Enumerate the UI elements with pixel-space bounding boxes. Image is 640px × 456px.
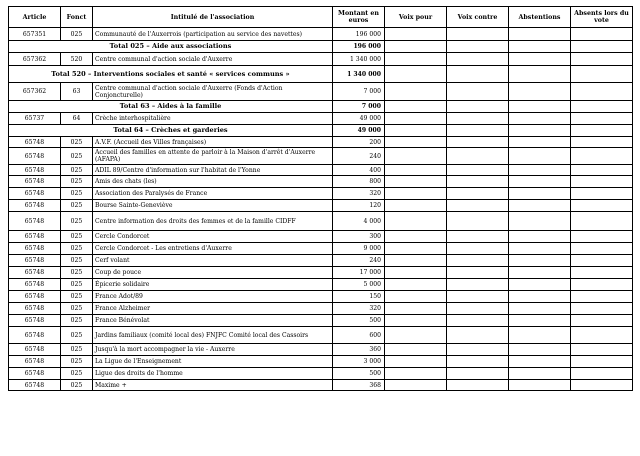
article-cell: 657351: [9, 28, 61, 41]
abstentions-cell: [509, 315, 571, 327]
abstentions-cell: [509, 327, 571, 344]
amount-cell: 200: [333, 137, 385, 148]
absents-cell: [571, 53, 633, 66]
absents-cell: [571, 344, 633, 356]
label-cell: Maxime +: [93, 380, 333, 391]
article-cell: 65748: [9, 291, 61, 303]
voix-pour-cell: [385, 279, 447, 291]
fonct-cell: 025: [61, 148, 93, 165]
fonct-cell: 025: [61, 380, 93, 391]
voix-pour-cell: [385, 113, 447, 125]
voix-contre-cell: [447, 83, 509, 101]
total-amount: 49 000: [333, 125, 385, 137]
voix-contre-cell: [447, 291, 509, 303]
fonct-cell: 025: [61, 212, 93, 231]
fonct-cell: 025: [61, 267, 93, 279]
amount-cell: 500: [333, 368, 385, 380]
voix-contre-cell: [447, 380, 509, 391]
article-cell: 65748: [9, 165, 61, 176]
abstentions-cell: [509, 200, 571, 212]
amount-cell: 240: [333, 255, 385, 267]
absents-cell: [571, 368, 633, 380]
table-row: [9, 344, 633, 356]
fonct-cell: 025: [61, 279, 93, 291]
voix-contre-cell: [447, 200, 509, 212]
abstentions-cell: [509, 137, 571, 148]
fonct-cell: 025: [61, 165, 93, 176]
table-row: [9, 291, 633, 303]
voix-contre-cell: [447, 231, 509, 243]
table-row: [9, 315, 633, 327]
total-amount: 196 000: [333, 41, 385, 53]
article-cell: 65748: [9, 303, 61, 315]
voix-pour-cell: [385, 327, 447, 344]
label-cell: Cerf volant: [93, 255, 333, 267]
table-row: [9, 176, 633, 188]
header-article: Article: [9, 7, 61, 28]
absents-cell: [571, 66, 633, 83]
voix-contre-cell: [447, 356, 509, 368]
label-cell: Centre information des droits des femmes et de la famille CIDFF: [93, 212, 333, 231]
label-cell: Jusqu'à la mort accompagner la vie - Auxerre: [93, 344, 333, 356]
table-row: [9, 188, 633, 200]
subsidy-table-container: [8, 6, 633, 391]
absents-cell: [571, 113, 633, 125]
voix-contre-cell: [447, 53, 509, 66]
article-cell: 65748: [9, 212, 61, 231]
total-label: Total 64 – Crèches et garderies: [9, 125, 333, 137]
fonct-cell: 025: [61, 327, 93, 344]
abstentions-cell: [509, 368, 571, 380]
abstentions-cell: [509, 255, 571, 267]
voix-contre-cell: [447, 344, 509, 356]
voix-pour-cell: [385, 291, 447, 303]
absents-cell: [571, 200, 633, 212]
voix-contre-cell: [447, 113, 509, 125]
voix-pour-cell: [385, 356, 447, 368]
abstentions-cell: [509, 291, 571, 303]
absents-cell: [571, 41, 633, 53]
label-cell: Amis des chats (les): [93, 176, 333, 188]
amount-cell: 150: [333, 291, 385, 303]
label-cell: A.V.F. (Accueil des Villes françaises): [93, 137, 333, 148]
amount-cell: 800: [333, 176, 385, 188]
voix-contre-cell: [447, 165, 509, 176]
voix-contre-cell: [447, 176, 509, 188]
abstentions-cell: [509, 148, 571, 165]
abstentions-cell: [509, 356, 571, 368]
label-cell: Communauté de l'Auxerrois (participation au service des navettes): [93, 28, 333, 41]
fonct-cell: 025: [61, 344, 93, 356]
abstentions-cell: [509, 28, 571, 41]
voix-pour-cell: [385, 125, 447, 137]
amount-cell: 5 000: [333, 279, 385, 291]
voix-contre-cell: [447, 315, 509, 327]
voix-contre-cell: [447, 279, 509, 291]
voix-contre-cell: [447, 66, 509, 83]
fonct-cell: 025: [61, 315, 93, 327]
amount-cell: 7 000: [333, 83, 385, 101]
abstentions-cell: [509, 231, 571, 243]
header-abstentions: Abstentions: [509, 7, 571, 28]
voix-pour-cell: [385, 148, 447, 165]
voix-contre-cell: [447, 267, 509, 279]
absents-cell: [571, 101, 633, 113]
article-cell: 65748: [9, 267, 61, 279]
label-cell: La Ligue de l'Enseignement: [93, 356, 333, 368]
label-cell: France Alzheimer: [93, 303, 333, 315]
voix-pour-cell: [385, 188, 447, 200]
table-row: [9, 113, 633, 125]
absents-cell: [571, 380, 633, 391]
table-row: [9, 380, 633, 391]
article-cell: 65748: [9, 137, 61, 148]
absents-cell: [571, 356, 633, 368]
absents-cell: [571, 176, 633, 188]
fonct-cell: 64: [61, 113, 93, 125]
abstentions-cell: [509, 165, 571, 176]
article-cell: 65748: [9, 380, 61, 391]
subsidy-table: [8, 6, 633, 391]
voix-contre-cell: [447, 243, 509, 255]
absents-cell: [571, 83, 633, 101]
table-row: [9, 165, 633, 176]
article-cell: 65748: [9, 327, 61, 344]
voix-pour-cell: [385, 200, 447, 212]
abstentions-cell: [509, 279, 571, 291]
fonct-cell: 63: [61, 83, 93, 101]
voix-pour-cell: [385, 243, 447, 255]
label-cell: Association des Paralysés de France: [93, 188, 333, 200]
amount-cell: 320: [333, 303, 385, 315]
total-amount: 7 000: [333, 101, 385, 113]
article-cell: 657362: [9, 53, 61, 66]
absents-cell: [571, 291, 633, 303]
article-cell: 65748: [9, 255, 61, 267]
table-row: [9, 212, 633, 231]
absents-cell: [571, 279, 633, 291]
total-row: [9, 101, 633, 113]
article-cell: 65748: [9, 231, 61, 243]
table-row: [9, 137, 633, 148]
absents-cell: [571, 165, 633, 176]
label-cell: Bourse Sainte-Geneviève: [93, 200, 333, 212]
abstentions-cell: [509, 83, 571, 101]
voix-contre-cell: [447, 303, 509, 315]
total-row: [9, 66, 633, 83]
voix-contre-cell: [447, 368, 509, 380]
label-cell: Coup de pouce: [93, 267, 333, 279]
label-cell: Épicerie solidaire: [93, 279, 333, 291]
table-row: [9, 327, 633, 344]
voix-contre-cell: [447, 125, 509, 137]
abstentions-cell: [509, 243, 571, 255]
voix-pour-cell: [385, 212, 447, 231]
header-voix-pour: Voix pour: [385, 7, 447, 28]
label-cell: Cercle Condorcet: [93, 231, 333, 243]
fonct-cell: 025: [61, 28, 93, 41]
amount-cell: 196 000: [333, 28, 385, 41]
abstentions-cell: [509, 303, 571, 315]
absents-cell: [571, 137, 633, 148]
amount-cell: 360: [333, 344, 385, 356]
table-body: [9, 28, 633, 391]
voix-pour-cell: [385, 53, 447, 66]
header-fonct: Fonct: [61, 7, 93, 28]
header-montant: Montant en euros: [333, 7, 385, 28]
amount-cell: 320: [333, 188, 385, 200]
label-cell: France Adot/89: [93, 291, 333, 303]
amount-cell: 17 000: [333, 267, 385, 279]
voix-pour-cell: [385, 83, 447, 101]
amount-cell: 240: [333, 148, 385, 165]
article-cell: 65737: [9, 113, 61, 125]
article-cell: 65748: [9, 344, 61, 356]
voix-contre-cell: [447, 188, 509, 200]
article-cell: 65748: [9, 279, 61, 291]
amount-cell: 300: [333, 231, 385, 243]
fonct-cell: 025: [61, 137, 93, 148]
fonct-cell: 025: [61, 200, 93, 212]
voix-pour-cell: [385, 315, 447, 327]
table-row: [9, 28, 633, 41]
amount-cell: 9 000: [333, 243, 385, 255]
label-cell: Jardins familiaux (comité local des) FNJFC Comité local des Cassoirs: [93, 327, 333, 344]
table-row: [9, 200, 633, 212]
fonct-cell: 025: [61, 368, 93, 380]
fonct-cell: 025: [61, 231, 93, 243]
voix-pour-cell: [385, 255, 447, 267]
voix-contre-cell: [447, 28, 509, 41]
voix-contre-cell: [447, 212, 509, 231]
voix-pour-cell: [385, 303, 447, 315]
abstentions-cell: [509, 113, 571, 125]
absents-cell: [571, 125, 633, 137]
voix-contre-cell: [447, 148, 509, 165]
total-label: Total 025 – Aide aux associations: [9, 41, 333, 53]
voix-pour-cell: [385, 28, 447, 41]
abstentions-cell: [509, 53, 571, 66]
voix-contre-cell: [447, 327, 509, 344]
absents-cell: [571, 243, 633, 255]
total-amount: 1 340 000: [333, 66, 385, 83]
article-cell: 65748: [9, 315, 61, 327]
voix-contre-cell: [447, 137, 509, 148]
article-cell: 65748: [9, 200, 61, 212]
abstentions-cell: [509, 101, 571, 113]
table-row: [9, 267, 633, 279]
amount-cell: 120: [333, 200, 385, 212]
fonct-cell: 025: [61, 356, 93, 368]
table-row: [9, 279, 633, 291]
absents-cell: [571, 327, 633, 344]
total-row: [9, 41, 633, 53]
absents-cell: [571, 255, 633, 267]
label-cell: ADIL 89/Centre d'information sur l'habitat de l'Yonne: [93, 165, 333, 176]
absents-cell: [571, 148, 633, 165]
abstentions-cell: [509, 212, 571, 231]
absents-cell: [571, 315, 633, 327]
label-cell: France Bénévolat: [93, 315, 333, 327]
amount-cell: 4 000: [333, 212, 385, 231]
abstentions-cell: [509, 66, 571, 83]
fonct-cell: 025: [61, 188, 93, 200]
fonct-cell: 025: [61, 255, 93, 267]
voix-pour-cell: [385, 267, 447, 279]
fonct-cell: 025: [61, 243, 93, 255]
voix-pour-cell: [385, 137, 447, 148]
abstentions-cell: [509, 188, 571, 200]
article-cell: 65748: [9, 243, 61, 255]
fonct-cell: 025: [61, 291, 93, 303]
voix-contre-cell: [447, 101, 509, 113]
voix-pour-cell: [385, 368, 447, 380]
table-row: [9, 368, 633, 380]
table-row: [9, 83, 633, 101]
abstentions-cell: [509, 267, 571, 279]
fonct-cell: 025: [61, 303, 93, 315]
amount-cell: 368: [333, 380, 385, 391]
total-label: Total 63 – Aides à la famille: [9, 101, 333, 113]
label-cell: Centre communal d'action sociale d'Auxerre: [93, 53, 333, 66]
header-absents: Absents lors du vote: [571, 7, 633, 28]
article-cell: 65748: [9, 368, 61, 380]
voix-pour-cell: [385, 165, 447, 176]
voix-contre-cell: [447, 41, 509, 53]
header-row: [9, 7, 633, 28]
label-cell: Cercle Condorcet - Les entretiens d'Auxerre: [93, 243, 333, 255]
absents-cell: [571, 303, 633, 315]
table-row: [9, 356, 633, 368]
article-cell: 657362: [9, 83, 61, 101]
header-intitule: Intitulé de l'association: [93, 7, 333, 28]
absents-cell: [571, 212, 633, 231]
abstentions-cell: [509, 380, 571, 391]
absents-cell: [571, 231, 633, 243]
amount-cell: 1 340 000: [333, 53, 385, 66]
header-voix-contre: Voix contre: [447, 7, 509, 28]
voix-pour-cell: [385, 380, 447, 391]
article-cell: 65748: [9, 188, 61, 200]
voix-pour-cell: [385, 344, 447, 356]
abstentions-cell: [509, 125, 571, 137]
table-row: [9, 303, 633, 315]
voix-pour-cell: [385, 231, 447, 243]
amount-cell: 3 000: [333, 356, 385, 368]
fonct-cell: 025: [61, 176, 93, 188]
table-row: [9, 148, 633, 165]
article-cell: 65748: [9, 356, 61, 368]
table-row: [9, 53, 633, 66]
voix-pour-cell: [385, 176, 447, 188]
absents-cell: [571, 188, 633, 200]
abstentions-cell: [509, 176, 571, 188]
absents-cell: [571, 267, 633, 279]
voix-pour-cell: [385, 41, 447, 53]
label-cell: Accueil des familles en attente de parloir à la Maison d'arrêt d'Auxerre (AFAPA): [93, 148, 333, 165]
total-row: [9, 125, 633, 137]
voix-pour-cell: [385, 101, 447, 113]
table-row: [9, 243, 633, 255]
fonct-cell: 520: [61, 53, 93, 66]
amount-cell: 600: [333, 327, 385, 344]
absents-cell: [571, 28, 633, 41]
label-cell: Crèche interhospitalière: [93, 113, 333, 125]
amount-cell: 49 000: [333, 113, 385, 125]
abstentions-cell: [509, 344, 571, 356]
voix-pour-cell: [385, 66, 447, 83]
article-cell: 65748: [9, 176, 61, 188]
label-cell: Ligue des droits de l'homme: [93, 368, 333, 380]
label-cell: Centre communal d'action sociale d'Auxerre (Fonds d'Action Conjoncturelle): [93, 83, 333, 101]
voix-contre-cell: [447, 255, 509, 267]
article-cell: 65748: [9, 148, 61, 165]
table-row: [9, 255, 633, 267]
amount-cell: 500: [333, 315, 385, 327]
total-label: Total 520 – Interventions sociales et santé « services communs »: [9, 66, 333, 83]
table-row: [9, 231, 633, 243]
amount-cell: 400: [333, 165, 385, 176]
abstentions-cell: [509, 41, 571, 53]
